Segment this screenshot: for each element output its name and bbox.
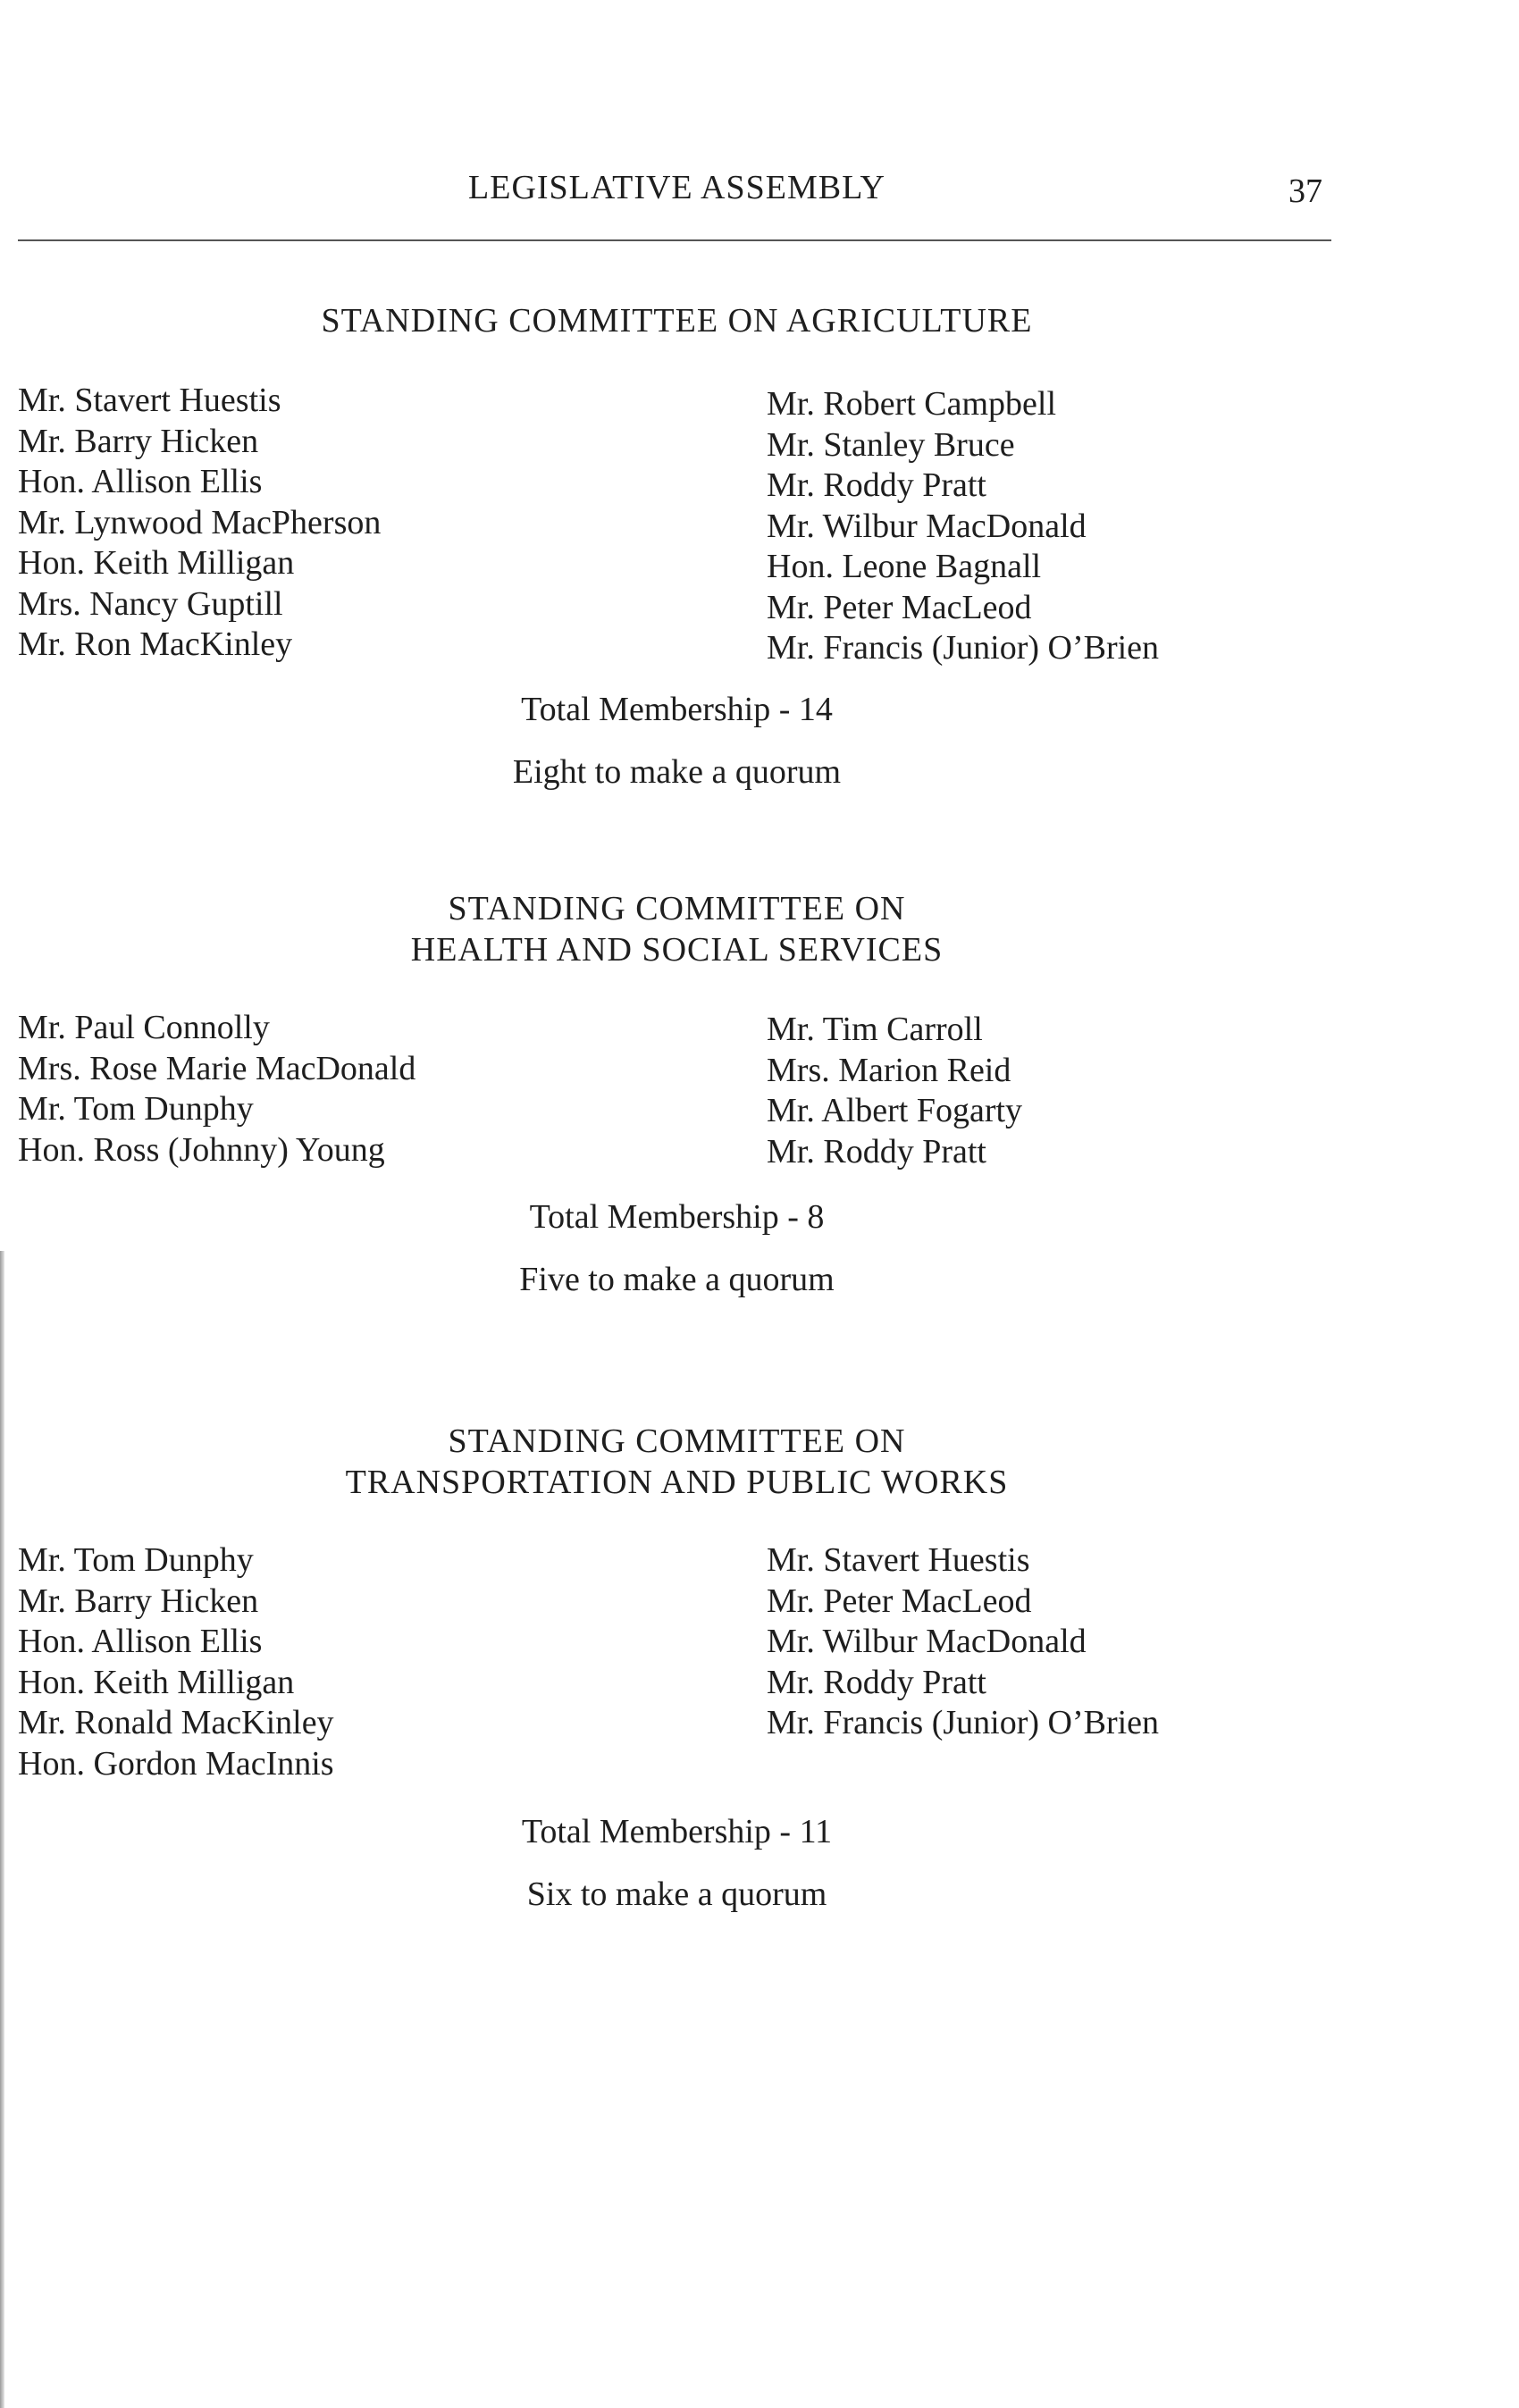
member-column-left	[18, 1008, 415, 1170]
member-name: Mr. Ronald MacKinley	[18, 1704, 334, 1741]
committee-title	[0, 888, 1354, 970]
member-name: Mr. Wilbur MacDonald	[767, 507, 1087, 545]
member-column-right	[767, 384, 1159, 669]
member-name: Mr. Tom Dunphy	[18, 1541, 254, 1579]
member-name: Mr. Stavert Huestis	[767, 1541, 1030, 1579]
member-name: Mr. Barry Hicken	[18, 422, 259, 460]
committee-health-social-services	[0, 888, 1354, 1303]
member-name: Mr. Lynwood MacPherson	[18, 503, 382, 541]
member-name: Hon. Ross (Johnny) Young	[18, 1130, 385, 1169]
committee-transportation-public-works	[0, 1421, 1354, 1835]
member-name: Mr. Ron MacKinley	[18, 625, 293, 663]
committee-title-line: STANDING COMMITTEE ON	[448, 1422, 906, 1460]
member-column-right	[767, 1010, 1022, 1172]
committee-title	[0, 1421, 1354, 1503]
member-column-left	[18, 1540, 334, 1784]
member-name: Mrs. Marion Reid	[767, 1051, 1011, 1089]
member-name: Mr. Tom Dunphy	[18, 1090, 254, 1128]
member-name: Mr. Tim Carroll	[767, 1011, 983, 1048]
member-name: Hon. Allison Ellis	[18, 1623, 263, 1660]
committee-title-line: TRANSPORTATION AND PUBLIC WORKS	[345, 1464, 1009, 1501]
member-name: Mr. Roddy Pratt	[767, 1663, 986, 1701]
member-name: Hon. Leone Bagnall	[767, 548, 1042, 585]
quorum-requirement: Eight to make a quorum	[512, 753, 842, 791]
member-name: Mr. Paul Connolly	[18, 1009, 270, 1046]
committee-agriculture	[0, 300, 1354, 675]
member-name: Mr. Roddy Pratt	[767, 1132, 986, 1170]
member-name: Hon. Keith Milligan	[18, 1663, 295, 1701]
member-name: Mr. Peter MacLeod	[767, 1582, 1032, 1620]
committee-title-line: STANDING COMMITTEE ON AGRICULTURE	[321, 302, 1033, 340]
member-name: Hon. Gordon MacInnis	[18, 1744, 334, 1783]
member-list	[0, 1008, 1354, 1303]
quorum-requirement: Six to make a quorum	[526, 1875, 827, 1913]
member-name: Mr. Albert Fogarty	[767, 1092, 1023, 1129]
member-name: Mr. Francis (Junior) O’Brien	[767, 1704, 1160, 1741]
header-rule	[18, 239, 1331, 241]
total-membership: Total Membership - 14	[521, 691, 833, 728]
member-name: Hon. Keith Milligan	[18, 544, 295, 582]
member-name: Mr. Stavert Huestis	[18, 382, 281, 419]
member-name: Mr. Robert Campbell	[767, 385, 1057, 423]
member-name: Mr. Peter MacLeod	[767, 588, 1032, 626]
committee-title-line: HEALTH AND SOCIAL SERVICES	[410, 931, 944, 969]
member-column-right	[767, 1540, 1159, 1744]
member-column-left	[18, 381, 381, 666]
total-membership: Total Membership - 11	[521, 1813, 833, 1850]
page-number: 37	[1288, 172, 1322, 210]
member-list	[0, 381, 1354, 675]
quorum-requirement: Five to make a quorum	[519, 1261, 835, 1298]
member-list	[0, 1540, 1354, 1835]
committee-title-line: STANDING COMMITTEE ON	[448, 890, 906, 927]
member-name: Mrs. Nancy Guptill	[18, 584, 283, 623]
total-membership: Total Membership - 8	[529, 1198, 825, 1236]
member-name: Mr. Roddy Pratt	[767, 466, 986, 504]
member-name: Mr. Wilbur MacDonald	[767, 1623, 1087, 1660]
committee-title	[0, 300, 1354, 341]
running-header-title: LEGISLATIVE ASSEMBLY	[468, 169, 885, 206]
member-name: Mr. Stanley Bruce	[767, 425, 1015, 464]
member-name: Mr. Barry Hicken	[18, 1582, 259, 1620]
member-name: Mr. Francis (Junior) O’Brien	[767, 629, 1160, 667]
member-name: Mrs. Rose Marie MacDonald	[18, 1049, 416, 1087]
member-name: Hon. Allison Ellis	[18, 463, 263, 500]
